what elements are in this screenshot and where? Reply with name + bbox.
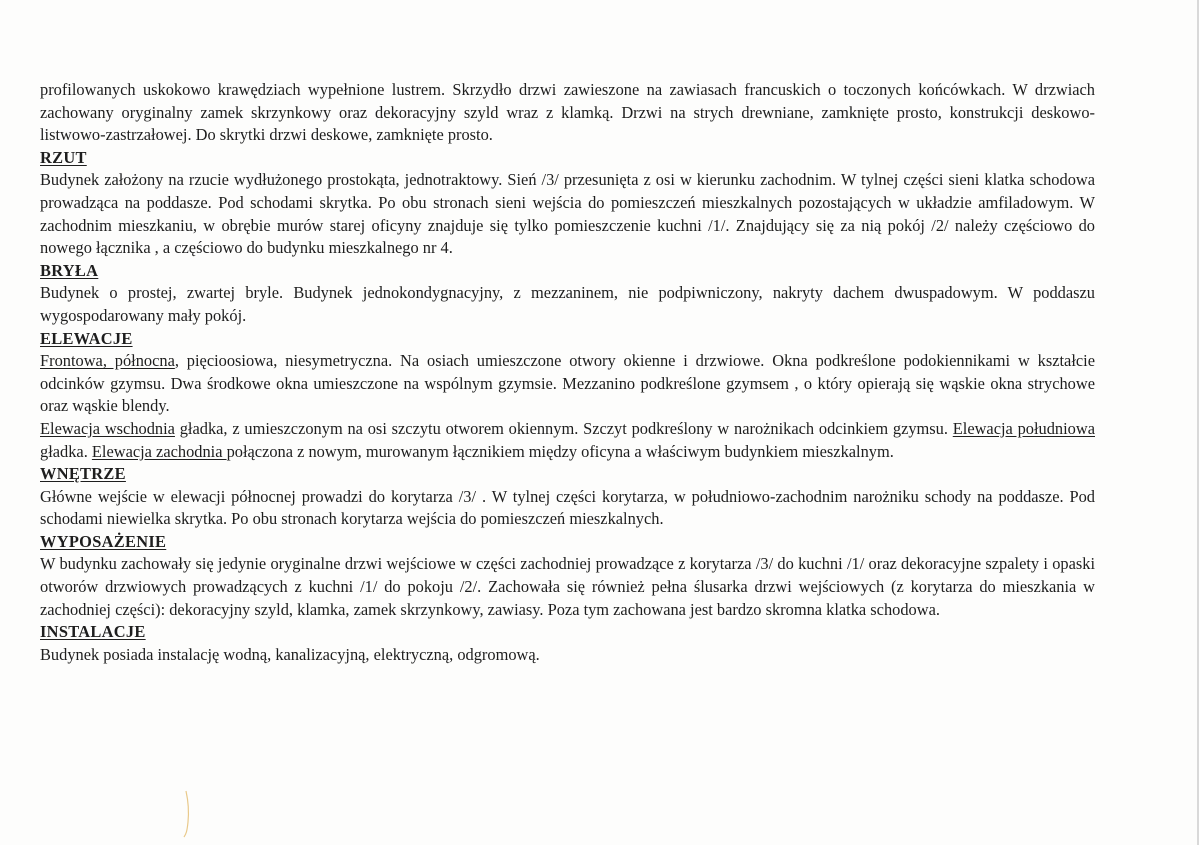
heading-bryla: BRYŁA <box>40 260 99 280</box>
elevation-text-front: , pięcioosiowa, niesymetryczna. Na osiach umieszczone otwory okienne i drzwiowe. Okna podkreślone podokiennikami w kształcie odcinków gzymsu. Dwa środkowe okna umieszczone na wspólnym gzymsie. Mezzanino podkreślone gzymsem , o który opierają się wąskie okna strychowe oraz wąskie blendy. <box>40 351 1095 416</box>
elevation-label-west: Elewacja zachodnia <box>91 441 227 461</box>
heading-elewacje: ELEWACJE <box>40 328 133 348</box>
elewacje-paragraph-sides <box>40 418 1095 463</box>
elevation-text-south: gładka. <box>40 441 92 461</box>
elewacje-paragraph-front <box>40 350 1095 418</box>
heading-wnetrze: WNĘTRZE <box>40 464 126 484</box>
elevation-text-west: połączona z nowym, murowanym łącznikiem między oficyna a właściwym budynkiem mieszkalnym. <box>226 441 894 461</box>
wyposazenie-paragraph: W budynku zachowały się jedynie oryginalne drzwi wejściowe w części zachodniej prowadzące z korytarza /3/ do kuchni /1/ oraz dekoracyjne szpalety i opaski otworów drzwiowych prowadzących z kuchni /1/ do pokoju /2/. Zachowała się również pełna ślusarka drzwi wejściowych (z korytarza do mieszkania w zachodniej części): dekoracyjny szyld, klamka, zamek skrzynkowy, zawiasy. Poza tym zachowana jest bardzo skromna klatka schodowa. <box>40 554 1095 619</box>
rzut-paragraph: Budynek założony na rzucie wydłużonego prostokąta, jednotraktowy. Sień /3/ przesunięta z osi w kierunku zachodnim. W tylnej części sieni klatka schodowa prowadząca na poddasze. Pod schodami skrytka. Po obu stronach sieni wejścia do pomieszczeń mieszkalnych pozostających w układzie amfiladowym. W zachodnim mieszkaniu, w obrębie murów starej oficyny znajduje się tylko pomieszczenie kuchni /1/. Znajdujący się za nią pokój /2/ należy częściowo do nowego łącznika , a częściowo do budynku mieszkalnego nr 4. <box>40 170 1095 258</box>
instalacje-paragraph: Budynek posiada instalację wodną, kanalizacyjną, elektryczną, odgromową. <box>40 644 540 664</box>
pen-stroke-mark <box>183 790 191 838</box>
document-body <box>40 79 1095 666</box>
wnetrze-paragraph: Główne wejście w elewacji północnej prowadzi do korytarza /3/ . W tylnej części korytarza, w południowo-zachodnim narożniku schody na poddasze. Pod schodami niewielka skrytka. Po obu stronach korytarza wejścia do pomieszczeń mieszkalnych. <box>40 486 1095 529</box>
intro-paragraph: profilowanych uskokowo krawędziach wypełnione lustrem. Skrzydło drzwi zawieszone na zawiasach francuskich o toczonych końcówkach. W drzwiach zachowany oryginalny zamek skrzynkowy oraz dekoracyjny szyld wraz z klamką. Drzwi na strych drewniane, zamknięte prosto, konstrukcji deskowo-listwowo-zastrzałowej. Do skrytki drzwi deskowe, zamknięte prosto. <box>40 80 1095 145</box>
elevation-label-south: Elewacja południowa <box>952 418 1095 438</box>
elevation-label-east: Elewacja wschodnia <box>40 418 175 438</box>
heading-rzut: RZUT <box>40 147 87 167</box>
elevation-label-front: Frontowa, północna <box>40 351 175 371</box>
heading-instalacje: INSTALACJE <box>40 622 146 642</box>
heading-wyposazenie: WYPOSAŻENIE <box>40 531 167 551</box>
elevation-text-east: gładka, z umieszczonym na osi szczytu otworem okiennym. Szczyt podkreślony w narożnikach odcinkiem gzymsu. <box>174 418 953 438</box>
bryla-paragraph: Budynek o prostej, zwartej bryle. Budynek jednokondygnacyjny, z mezzaninem, nie podpiwniczony, nakryty dachem dwuspadowym. W poddaszu wygospodarowany mały pokój. <box>40 283 1095 325</box>
